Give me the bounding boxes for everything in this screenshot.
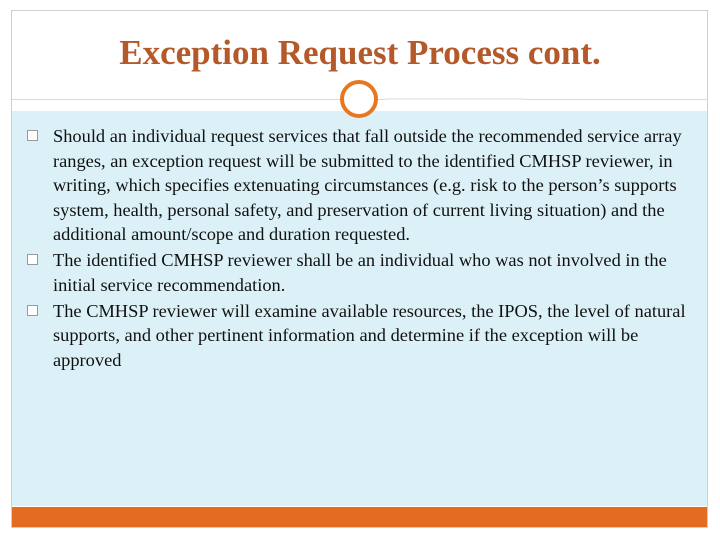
bullet-text: The CMHSP reviewer will examine available resources, the IPOS, the level of natural supports, and other pertinent information and determine if the exception will be approved xyxy=(53,300,686,370)
slide-title: Exception Request Process cont. xyxy=(119,33,601,72)
bullet-item xyxy=(27,124,692,247)
title-divider-accent xyxy=(385,98,525,100)
bullet-item xyxy=(27,299,692,373)
square-bullet-icon xyxy=(27,305,38,316)
circle-ring-icon xyxy=(340,80,378,118)
bullet-text: Should an individual request services that fall outside the recommended service array ranges, an exception request will be submitted to the identified CMHSP reviewer, in writing, which specifies extenuating circumstances (e.g. risk to the person’s supports system, health, personal safety, and preservation of current living situation) and the additional amount/scope and duration requested. xyxy=(53,126,682,244)
bullet-list xyxy=(27,124,692,374)
footer-accent-bar xyxy=(12,507,707,527)
bullet-item xyxy=(27,248,692,297)
square-bullet-icon xyxy=(27,254,38,265)
bullet-text: The identified CMHSP reviewer shall be an individual who was not involved in the initial service recommendation. xyxy=(53,250,667,295)
square-bullet-icon xyxy=(27,130,38,141)
